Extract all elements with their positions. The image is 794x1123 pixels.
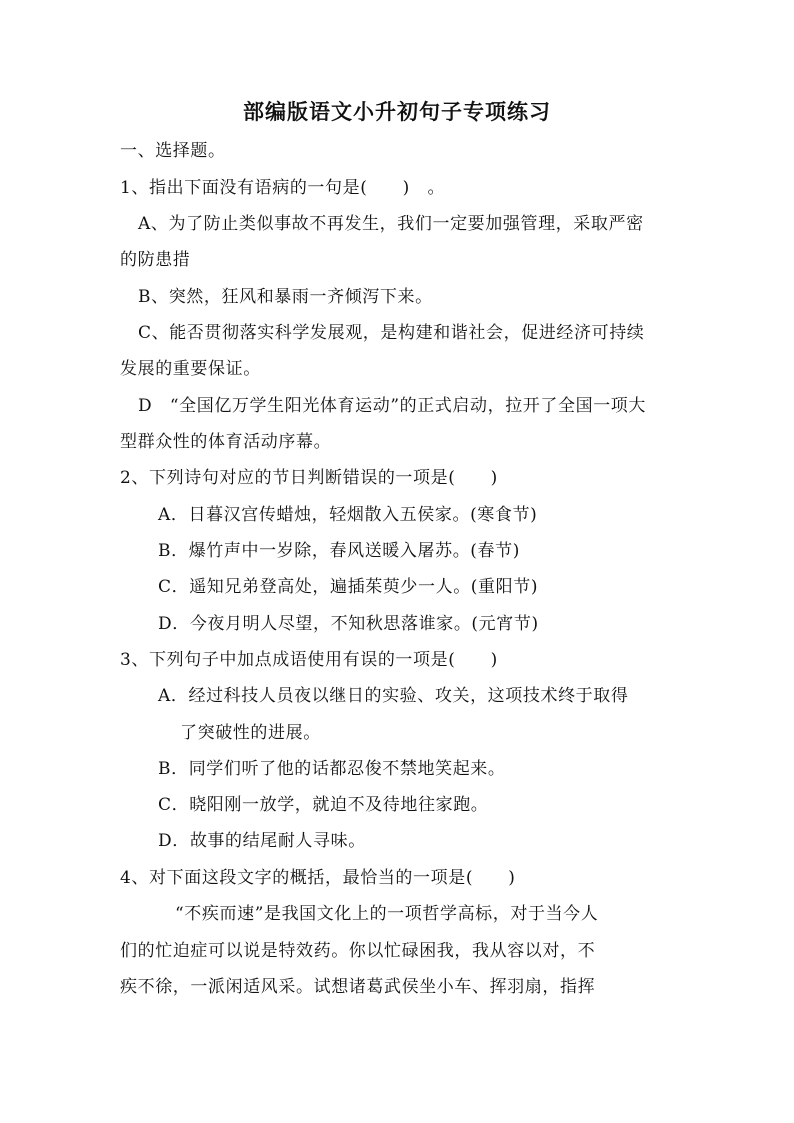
question-1-option-c-cont: 发展的重要保证。 [120,359,261,379]
question-3-option-a: A．经过科技人员夜以继日的实验、攻关，这项技术终于取得 [158,686,629,706]
section-heading: 一、选择题。 [120,141,226,161]
question-2-stem: 2、下列诗句对应的节日判断错误的一项是( ) [120,468,498,488]
question-2-option-b: B．爆竹声中一岁除，春风送暖入屠苏。(春节) [158,541,520,561]
question-1-option-a: A、为了防止类似事故不再发生，我们一定要加强管理，采取严密 [138,214,644,234]
question-2-option-a: A．日暮汉宫传蜡烛，轻烟散入五侯家。(寒食节) [158,505,538,525]
question-4-stem: 4、对下面这段文字的概括，最恰当的一项是( ) [120,868,516,888]
question-4-passage-cont-1: 们的忙迫症可以说是特效药。你以忙碌困我，我从容以对，不 [120,941,596,961]
question-2-option-d: D．今夜月明人尽望，不知秋思落谁家。(元宵节) [158,614,539,634]
question-1-option-c: C、能否贯彻落实科学发展观，是构建和谐社会，促进经济可持续 [138,323,645,343]
question-4-passage: “不疾而速”是我国文化上的一项哲学高标，对于当今人 [175,904,599,924]
question-3-option-c: C．晓阳刚一放学，就迫不及待地往家跑。 [158,795,489,815]
question-1-option-d: D “全国亿万学生阳光体育运动”的正式启动，拉开了全国一项大 [138,396,647,416]
question-3-option-d: D．故事的结尾耐人寻味。 [158,831,366,851]
question-3-option-a-cont: 了突破性的进展。 [180,723,321,743]
question-3-stem: 3、下列句子中加点成语使用有误的一项是( ) [120,650,498,670]
question-2-option-c: C．遥知兄弟登高处，遍插茱萸少一人。(重阳节) [158,577,539,597]
question-3-option-b: B．同学们听了他的话都忍俊不禁地笑起来。 [158,759,506,779]
question-4-passage-cont-2: 疾不徐，一派闲适风采。试想诸葛武侯坐小车、挥羽扇，指挥 [120,977,596,997]
page-title: 部编版语文小升初句子专项练习 [243,99,551,124]
question-1-option-d-cont: 型群众性的体育活动序幕。 [120,432,332,452]
question-1-option-a-cont: 的防患措 [120,250,191,270]
question-1-stem: 1、指出下面没有语病的一句是( ) 。 [120,178,446,198]
question-1-option-b: B、突然，狂风和暴雨一齐倾泻下来。 [138,287,433,307]
